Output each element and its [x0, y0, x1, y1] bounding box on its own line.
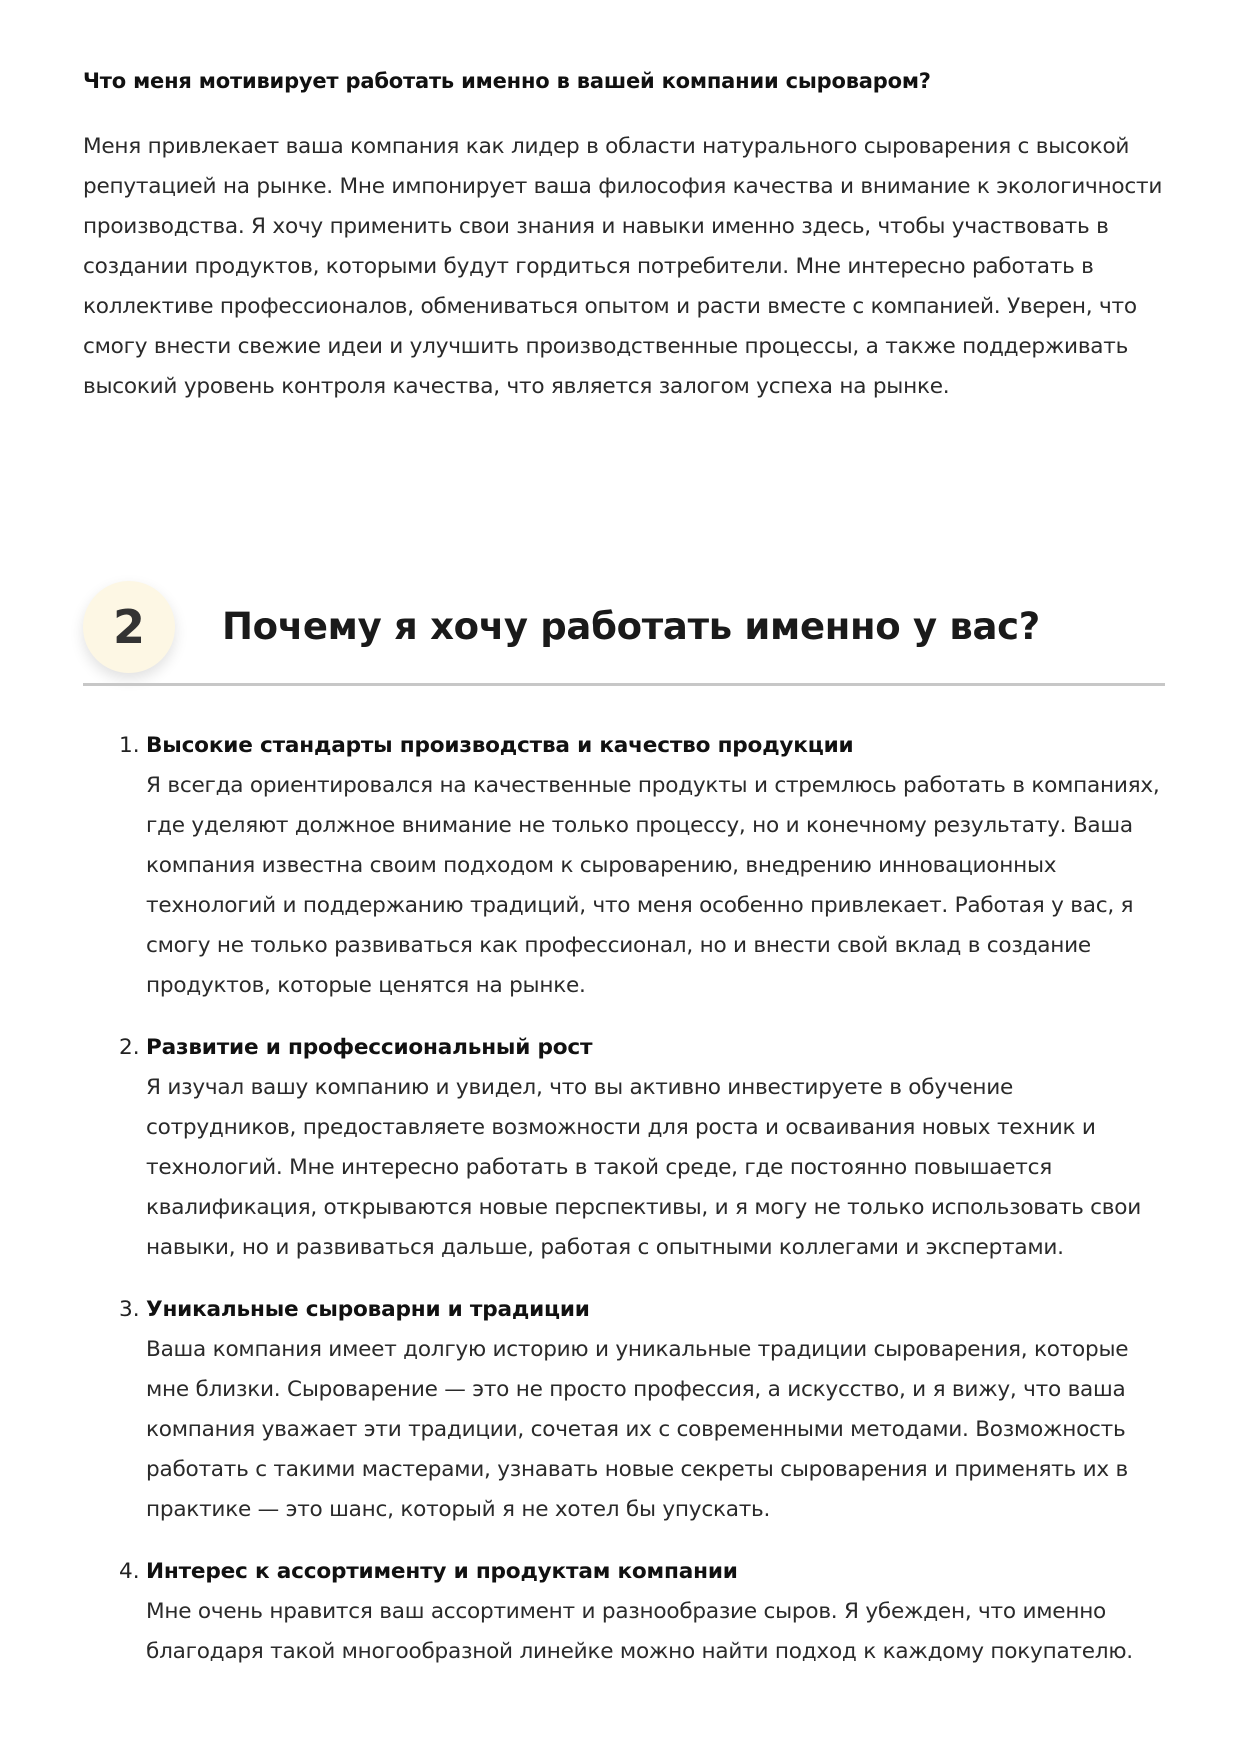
reason-title: Развитие и профессиональный рост: [146, 1035, 593, 1060]
section-number-badge: 2: [83, 581, 175, 673]
section-divider: [83, 683, 1165, 686]
reason-item: [83, 1290, 1165, 1530]
reason-title: Уникальные сыроварни и традиции: [146, 1297, 590, 1322]
reason-number: 2.: [119, 1035, 140, 1060]
section-header: [83, 581, 1165, 685]
reason-item: [83, 726, 1165, 1006]
reason-title: Интерес к ассортименту и продуктам компании: [146, 1559, 738, 1584]
intro-heading: Что меня мотивирует работать именно в вашей компании сыроваром?: [83, 69, 931, 93]
reason-text: Мне очень нравится ваш ассортимент и разнообразие сыров. Я убежден, что именно благодаря такой многообразной линейке можно найти подход к каждому покупателю.: [146, 1599, 1133, 1664]
reason-text: Ваша компания имеет долгую историю и уникальные традиции сыроварения, которые мне близки. Сыроварение — это не просто профессия, а искусство, и я вижу, что ваша компания уважает эти традиции, сочетая их с современными методами. Возможность работать с такими мастерами, узнавать новые секреты сыроварения и применять их в практике — это шанс, который я не хотел бы упускать.: [146, 1337, 1129, 1522]
reason-number: 3.: [119, 1297, 140, 1322]
reason-title: Высокие стандарты производства и качество продукции: [146, 733, 854, 758]
reason-item: [83, 1552, 1165, 1672]
section-title: Почему я хочу работать именно у вас?: [222, 605, 1040, 648]
reasons-list: [83, 726, 1165, 1694]
reason-item: [83, 1028, 1165, 1268]
reason-number: 1.: [119, 733, 140, 758]
reason-text: Я всегда ориентировался на качественные продукты и стремлюсь работать в компаниях, где уделяют должное внимание не только процессу, но и конечному результату. Ваша компания известна своим подходом к сыроварению, внедрению инновационных технологий и поддержанию традиций, что меня особенно привлекает. Работая у вас, я смогу не только развиваться как профессионал, но и внести свой вклад в создание продуктов, которые ценятся на рынке.: [146, 773, 1160, 998]
reason-number: 4.: [119, 1559, 140, 1584]
reason-text: Я изучал вашу компанию и увидел, что вы активно инвестируете в обучение сотрудников, предоставляете возможности для роста и осваивания новых техник и технологий. Мне интересно работать в такой среде, где постоянно повышается квалификация, открываются новые перспективы, и я могу не только использовать свои навыки, но и развиваться дальше, работая с опытными коллегами и экспертами.: [146, 1075, 1142, 1260]
intro-paragraph: Меня привлекает ваша компания как лидер в области натурального сыроварения с высокой репутацией на рынке. Мне импонирует ваша философия качества и внимание к экологичности производства. Я хочу применить свои знания и навыки именно здесь, чтобы участвовать в создании продуктов, которыми будут гордиться потребители. Мне интересно работать в коллективе профессионалов, обмениваться опытом и расти вместе с компанией. Уверен, что смогу внести свежие идеи и улучшить производственные процессы, а также поддерживать высокий уровень контроля качества, что является залогом успеха на рынке.: [83, 134, 1163, 399]
